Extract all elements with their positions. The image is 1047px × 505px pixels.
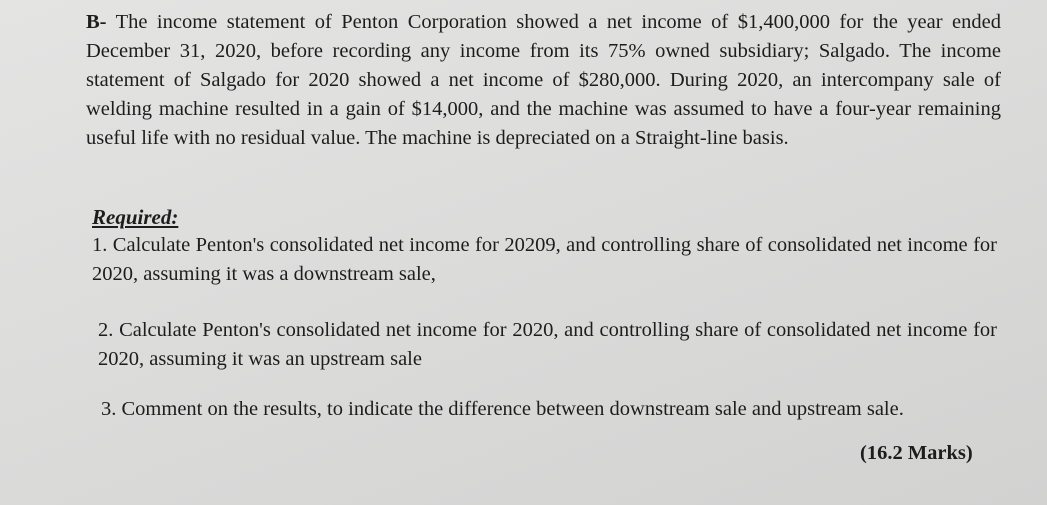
required-heading: Required:	[92, 205, 179, 229]
required-item-1: 1. Calculate Penton's consolidated net income for 20209, and controlling share of consolidated net income for 2020, assuming it was a downstream sale,	[92, 234, 997, 285]
marks-label: (16.2 Marks)	[860, 442, 973, 464]
required-item-2: 2. Calculate Penton's consolidated net income for 2020, and controlling share of consolidated net income for 2020, assuming it was an upstream sale	[98, 319, 997, 370]
question-text: The income statement of Penton Corporation showed a net income of $1,400,000 for the year ended December 31, 2020, before recording any income from its 75% owned subsidiary; Salgado. The income statement of Salgado for 2020 showed a net income of $280,000. During 2020, an intercompany sale of welding machine resulted in a gain of $14,000, and the machine was assumed to have a four-year remaining useful life with no residual value. The machine is depreciated on a Straight-line basis.	[86, 11, 1001, 149]
question-paragraph	[86, 8, 1001, 153]
question-label: B-	[86, 11, 107, 33]
required-item-3: 3. Comment on the results, to indicate the difference between downstream sale and upstream sale.	[101, 398, 904, 420]
